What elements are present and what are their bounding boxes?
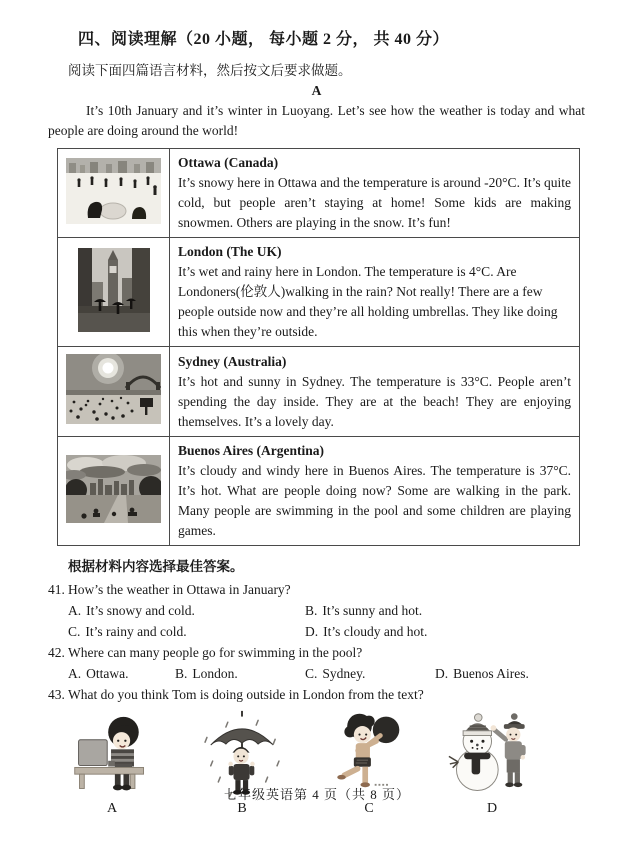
question-43 [48,684,585,705]
ottawa-text-cell [170,149,580,238]
question-text: What do you think Tom is doing outside in London from the text? [68,687,424,702]
question-number: 42. [48,645,65,660]
question-42 [48,642,585,684]
option-42-c: C. Sydney. [305,666,366,681]
question-text: How’s the weather in Ottawa in January? [68,582,291,597]
section-instructions: 阅读下面四篇语言材料，然后按文后要求做题。 [68,63,352,78]
option-41-c: C. It’s rainy and cold. [68,624,187,639]
option-42-b: B. London. [175,666,238,681]
picture-option-label: B [237,801,247,816]
city-name: Buenos Aires (Argentina) [178,443,325,458]
city-description: It’s snowy here in Ottawa and the temperature is around -20°C. It’s quite cold, but people aren’t staying at home! Some kids are making snowmen. Others are playing in the snow. It’s fun! [178,175,571,230]
city-description: It’s hot and sunny in Sydney. The temperature is 33°C. People aren’t spending the day inside. They are at the beach! They are enjoying themselves. It’s a lovely day. [178,373,571,429]
city-name: Sydney (Australia) [178,353,287,369]
people-playing-in-snow-photo [66,158,161,224]
passage-intro: It’s 10th January and it’s winter in Luoyang. Let’s see how the weather is today and what people are doing around the world! [48,103,585,138]
passage-label: A [311,83,322,98]
table-row [58,238,580,347]
page-footer: 七年级英语第 4 页（共 8 页） [223,787,410,802]
weather-table [57,148,580,546]
picture-option-label: D [486,801,498,816]
option-41-a: A. It’s snowy and cold. [68,603,195,618]
city-name: London (The UK) [178,244,282,259]
sydney-text-cell [170,347,580,437]
cloudy-park-skyline-photo [66,455,161,523]
option-42-a: A. Ottawa. [68,666,129,681]
city-name: Ottawa (Canada) [178,155,279,170]
big-ben-rainy-street-photo [78,248,150,332]
question-number: 43. [48,687,65,702]
question-41 [48,579,585,642]
sydney-photo-cell [58,347,170,437]
table-row [58,437,580,546]
city-description: It’s wet and rainy here in London. The temperature is 4°C. Are Londoners(伦敦人)walking in the rain? Not really! There are a few people outside now and they’re all holding umbrellas. They like doing this when they’re outside. [178,264,558,339]
sunny-beach-harbour-bridge-photo [66,354,161,424]
picture-option-label: A [106,801,118,816]
london-photo-cell [58,238,170,347]
option-42-d: D. Buenos Aires. [435,666,529,681]
table-row [58,149,580,238]
choose-answer-instruction: 根据材料内容选择最佳答案。 [68,559,244,574]
option-41-b: B. It’s sunny and hot. [305,603,423,618]
ottawa-photo-cell [58,149,170,238]
question-text: Where can many people go for swimming in the pool? [68,645,363,660]
option-41-d: D. It’s cloudy and hot. [305,624,428,639]
question-number: 41. [48,582,65,597]
buenos-aires-text-cell [170,437,580,546]
picture-option-label: C [364,801,374,816]
london-text-cell [170,238,580,347]
section-title: 四、阅读理解（20 小题， 每小题 2 分， 共 40 分） [78,31,450,48]
city-description: It’s cloudy and windy here in Buenos Aires. The temperature is 37°C. It’s hot. What are people doing now? Some are walking in the park. Many people are swimming in the pool and some children are playing games. [178,463,571,538]
buenos-aires-photo-cell [58,437,170,546]
table-row [58,347,580,437]
